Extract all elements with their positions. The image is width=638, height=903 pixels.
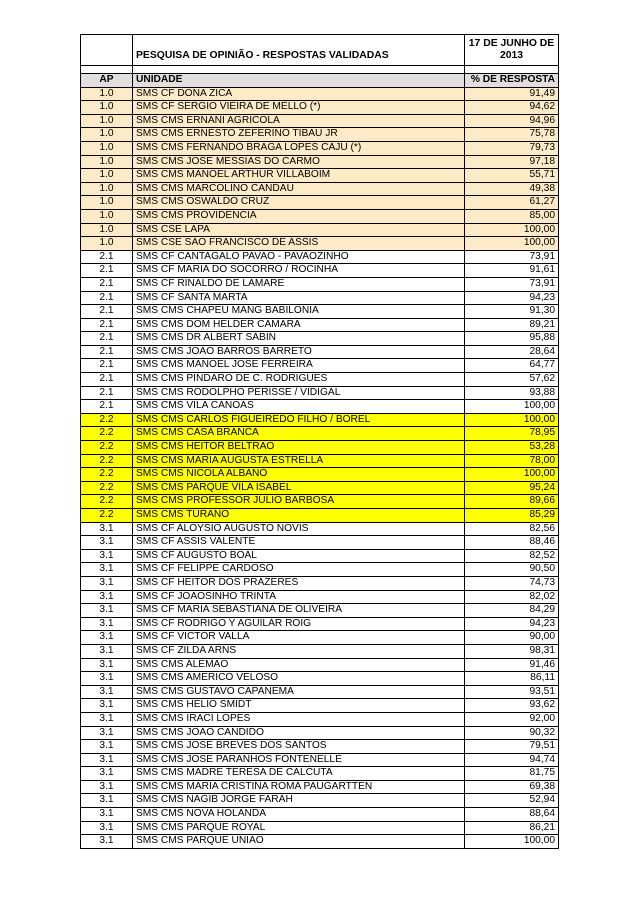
table-row (81, 169, 559, 183)
percent-cell: 100,00 (465, 223, 559, 237)
unidade-cell: SMS CMS MANOEL ARTHUR VILLABOIM (133, 169, 465, 183)
column-header-ap: AP (81, 74, 133, 88)
spacer-cell (133, 66, 465, 74)
percent-cell: 100,00 (465, 413, 559, 427)
unidade-cell: SMS CMS AMERICO VELOSO (133, 672, 465, 686)
unidade-cell: SMS CMS JOAO BARROS BARRETO (133, 345, 465, 359)
unidade-cell: SMS CMS DR ALBERT SABIN (133, 332, 465, 346)
unidade-cell: SMS CMS PINDARO DE C. RODRIGUES (133, 373, 465, 387)
percent-cell: 97,18 (465, 155, 559, 169)
spacer-cell (465, 66, 559, 74)
percent-cell: 53,28 (465, 441, 559, 455)
ap-cell: 3.1 (81, 672, 133, 686)
table-row (81, 223, 559, 237)
ap-cell: 3.1 (81, 780, 133, 794)
unidade-cell: SMS CMS MARIA AUGUSTA ESTRELLA (133, 454, 465, 468)
percent-cell: 89,21 (465, 318, 559, 332)
percent-cell: 90,50 (465, 563, 559, 577)
table-row (81, 386, 559, 400)
unidade-cell: SMS CMS HEITOR BELTRAO (133, 441, 465, 455)
unidade-cell: SMS CF AUGUSTO BOAL (133, 549, 465, 563)
ap-cell: 2.1 (81, 305, 133, 319)
ap-cell: 3.1 (81, 753, 133, 767)
page-title: PESQUISA DE OPINIÃO - RESPOSTAS VALIDADAS (133, 35, 465, 66)
ap-cell: 1.0 (81, 141, 133, 155)
column-header-percent: % DE RESPOSTA (465, 74, 559, 88)
table-row (81, 373, 559, 387)
percent-cell: 73,91 (465, 277, 559, 291)
ap-cell: 3.1 (81, 522, 133, 536)
unidade-cell: SMS CMS FERNANDO BRAGA LOPES CAJU (*) (133, 141, 465, 155)
percent-cell: 94,74 (465, 753, 559, 767)
ap-cell: 2.2 (81, 441, 133, 455)
ap-cell: 3.1 (81, 536, 133, 550)
table-row (81, 740, 559, 754)
table-row (81, 835, 559, 849)
ap-cell: 3.1 (81, 808, 133, 822)
unidade-cell: SMS CF FELIPPE CARDOSO (133, 563, 465, 577)
unidade-cell: SMS CF JOAOSINHO TRINTA (133, 590, 465, 604)
percent-cell: 93,62 (465, 699, 559, 713)
table-row (81, 413, 559, 427)
unidade-cell: SMS CMS CASA BRANCA (133, 427, 465, 441)
unidade-cell: SMS CMS PROFESSOR JULIO BARBOSA (133, 495, 465, 509)
ap-cell: 2.1 (81, 250, 133, 264)
unidade-cell: SMS CF SANTA MARTA (133, 291, 465, 305)
ap-cell: 3.1 (81, 685, 133, 699)
ap-cell: 2.2 (81, 481, 133, 495)
table-row (81, 794, 559, 808)
percent-cell: 79,51 (465, 740, 559, 754)
unidade-cell: SMS CF ZILDA ARNS (133, 644, 465, 658)
percent-cell: 93,88 (465, 386, 559, 400)
unidade-cell: SMS CF VICTOR VALLA (133, 631, 465, 645)
table-row (81, 250, 559, 264)
percent-cell: 95,24 (465, 481, 559, 495)
table-row (81, 699, 559, 713)
ap-cell: 3.1 (81, 604, 133, 618)
unidade-cell: SMS CMS PARQUE ROYAL (133, 821, 465, 835)
ap-cell: 2.2 (81, 413, 133, 427)
percent-cell: 91,30 (465, 305, 559, 319)
percent-cell: 73,91 (465, 250, 559, 264)
percent-cell: 78,95 (465, 427, 559, 441)
percent-cell: 94,62 (465, 101, 559, 115)
title-row (81, 35, 559, 66)
ap-cell: 2.1 (81, 345, 133, 359)
percent-cell: 91,61 (465, 264, 559, 278)
table-row (81, 753, 559, 767)
table-row (81, 522, 559, 536)
percent-cell: 94,96 (465, 114, 559, 128)
percent-cell: 82,52 (465, 549, 559, 563)
percent-cell: 84,29 (465, 604, 559, 618)
table-row (81, 114, 559, 128)
unidade-cell: SMS CMS PROVIDENCIA (133, 209, 465, 223)
table-row (81, 604, 559, 618)
unidade-cell: SMS CF SERGIO VIEIRA DE MELLO (*) (133, 101, 465, 115)
percent-cell: 88,46 (465, 536, 559, 550)
percent-cell: 64,77 (465, 359, 559, 373)
unidade-cell: SMS CMS CHAPEU MANG BABILONIA (133, 305, 465, 319)
unidade-cell: SMS CF DONA ZICA (133, 87, 465, 101)
ap-cell: 1.0 (81, 114, 133, 128)
percent-cell: 93,51 (465, 685, 559, 699)
percent-cell: 75,78 (465, 128, 559, 142)
table-row (81, 209, 559, 223)
percent-cell: 92,00 (465, 712, 559, 726)
percent-cell: 79,73 (465, 141, 559, 155)
unidade-cell: SMS CMS JOSE BREVES DOS SANTOS (133, 740, 465, 754)
unidade-cell: SMS CSE SAO FRANCISCO DE ASSIS (133, 237, 465, 251)
percent-cell: 91,49 (465, 87, 559, 101)
ap-cell: 2.1 (81, 318, 133, 332)
table-row (81, 780, 559, 794)
spacer-cell (81, 66, 133, 74)
ap-cell: 3.1 (81, 590, 133, 604)
percent-cell: 86,11 (465, 672, 559, 686)
table-row (81, 441, 559, 455)
unidade-cell: SMS CMS VILA CANOAS (133, 400, 465, 414)
percent-cell: 100,00 (465, 468, 559, 482)
unidade-cell: SMS CMS NOVA HOLANDA (133, 808, 465, 822)
ap-cell: 2.2 (81, 509, 133, 523)
ap-cell: 2.1 (81, 373, 133, 387)
ap-cell: 3.1 (81, 821, 133, 835)
table-row (81, 821, 559, 835)
table-row (81, 101, 559, 115)
table-row (81, 509, 559, 523)
column-header-row (81, 74, 559, 88)
ap-cell: 2.1 (81, 400, 133, 414)
unidade-cell: SMS CMS MARIA CRISTINA ROMA PAUGARTTEN (133, 780, 465, 794)
spacer-row (81, 66, 559, 74)
table-row (81, 481, 559, 495)
table-row (81, 658, 559, 672)
table-row (81, 427, 559, 441)
table-row (81, 305, 559, 319)
table-row (81, 495, 559, 509)
ap-cell: 3.1 (81, 631, 133, 645)
unidade-cell: SMS CMS CARLOS FIGUEIREDO FILHO / BOREL (133, 413, 465, 427)
ap-cell: 1.0 (81, 223, 133, 237)
unidade-cell: SMS CMS ERNESTO ZEFERINO TIBAU JR (133, 128, 465, 142)
percent-cell: 89,66 (465, 495, 559, 509)
unidade-cell: SMS CMS RODOLPHO PERISSE / VIDIGAL (133, 386, 465, 400)
unidade-cell: SMS CMS MADRE TERESA DE CALCUTA (133, 767, 465, 781)
percent-cell: 90,00 (465, 631, 559, 645)
percent-cell: 100,00 (465, 400, 559, 414)
ap-cell: 1.0 (81, 155, 133, 169)
ap-cell: 3.1 (81, 549, 133, 563)
table-row (81, 318, 559, 332)
ap-cell: 2.1 (81, 291, 133, 305)
percent-cell: 28,64 (465, 345, 559, 359)
unidade-cell: SMS CMS MANOEL JOSE FERREIRA (133, 359, 465, 373)
ap-cell: 2.1 (81, 386, 133, 400)
ap-cell: 3.1 (81, 767, 133, 781)
percent-cell: 85,00 (465, 209, 559, 223)
ap-cell: 3.1 (81, 658, 133, 672)
table-row (81, 345, 559, 359)
unidade-cell: SMS CMS ALEMAO (133, 658, 465, 672)
ap-cell: 3.1 (81, 712, 133, 726)
table-row (81, 264, 559, 278)
percent-cell: 98,31 (465, 644, 559, 658)
ap-cell: 2.2 (81, 495, 133, 509)
percent-cell: 91,46 (465, 658, 559, 672)
unidade-cell: SMS CF MARIA SEBASTIANA DE OLIVEIRA (133, 604, 465, 618)
table-row (81, 291, 559, 305)
unidade-cell: SMS CF CANTAGALO PAVAO - PAVAOZINHO (133, 250, 465, 264)
table-row (81, 332, 559, 346)
percent-cell: 94,23 (465, 291, 559, 305)
results-table (80, 34, 559, 849)
percent-cell: 85,29 (465, 509, 559, 523)
ap-cell: 3.1 (81, 740, 133, 754)
table-row (81, 685, 559, 699)
unidade-cell: SMS CMS NICOLA ALBANO (133, 468, 465, 482)
unidade-cell: SMS CMS PARQUE VILA ISABEL (133, 481, 465, 495)
table-row (81, 712, 559, 726)
percent-cell: 95,88 (465, 332, 559, 346)
percent-cell: 49,38 (465, 182, 559, 196)
table-row (81, 631, 559, 645)
table-row (81, 726, 559, 740)
date-cell (465, 35, 559, 66)
unidade-cell: SMS CMS IRACI LOPES (133, 712, 465, 726)
ap-cell: 1.0 (81, 169, 133, 183)
percent-cell: 100,00 (465, 237, 559, 251)
ap-cell: 2.2 (81, 454, 133, 468)
unidade-cell: SMS CMS DOM HELDER CAMARA (133, 318, 465, 332)
ap-cell: 2.1 (81, 359, 133, 373)
ap-cell: 1.0 (81, 87, 133, 101)
table-row (81, 155, 559, 169)
table-row (81, 87, 559, 101)
date-line-2: 2013 (499, 50, 524, 61)
ap-cell: 2.1 (81, 332, 133, 346)
date-line-1: 17 DE JUNHO DE (468, 38, 555, 49)
table-row (81, 644, 559, 658)
table-row (81, 196, 559, 210)
unidade-cell: SMS CMS MARCOLINO CANDAU (133, 182, 465, 196)
table-row (81, 277, 559, 291)
ap-cell: 3.1 (81, 794, 133, 808)
percent-cell: 82,56 (465, 522, 559, 536)
percent-cell: 61,27 (465, 196, 559, 210)
ap-cell: 3.1 (81, 699, 133, 713)
percent-cell: 74,73 (465, 576, 559, 590)
table-row (81, 400, 559, 414)
table-row (81, 808, 559, 822)
ap-cell: 3.1 (81, 835, 133, 849)
table-row (81, 454, 559, 468)
table-row (81, 767, 559, 781)
ap-cell: 3.1 (81, 617, 133, 631)
percent-cell: 57,62 (465, 373, 559, 387)
unidade-cell: SMS CMS HELIO SMIDT (133, 699, 465, 713)
table-row (81, 617, 559, 631)
table-row (81, 576, 559, 590)
table-row (81, 141, 559, 155)
unidade-cell: SMS CF HEITOR DOS PRAZERES (133, 576, 465, 590)
percent-cell: 52,94 (465, 794, 559, 808)
table-row (81, 549, 559, 563)
unidade-cell: SMS CF RODRIGO Y AGUILAR ROIG (133, 617, 465, 631)
unidade-cell: SMS CF RINALDO DE LAMARE (133, 277, 465, 291)
table-row (81, 590, 559, 604)
ap-cell: 3.1 (81, 726, 133, 740)
ap-cell: 2.2 (81, 468, 133, 482)
unidade-cell: SMS CMS JOAO CANDIDO (133, 726, 465, 740)
unidade-cell: SMS CMS PARQUE UNIAO (133, 835, 465, 849)
percent-cell: 94,23 (465, 617, 559, 631)
ap-cell: 1.0 (81, 196, 133, 210)
ap-cell: 2.1 (81, 264, 133, 278)
table-row (81, 563, 559, 577)
percent-cell: 69,38 (465, 780, 559, 794)
unidade-cell: SMS CMS ERNANI AGRICOLA (133, 114, 465, 128)
percent-cell: 100,00 (465, 835, 559, 849)
percent-cell: 81,75 (465, 767, 559, 781)
ap-cell: 1.0 (81, 101, 133, 115)
table-row (81, 468, 559, 482)
title-blank-cell (81, 35, 133, 66)
ap-cell: 3.1 (81, 576, 133, 590)
unidade-cell: SMS CMS JOSE MESSIAS DO CARMO (133, 155, 465, 169)
unidade-cell: SMS CF ALOYSIO AUGUSTO NOVIS (133, 522, 465, 536)
unidade-cell: SMS CF ASSIS VALENTE (133, 536, 465, 550)
percent-cell: 78,00 (465, 454, 559, 468)
ap-cell: 3.1 (81, 644, 133, 658)
ap-cell: 2.1 (81, 277, 133, 291)
percent-cell: 82,02 (465, 590, 559, 604)
unidade-cell: SMS CMS JOSE PARANHOS FONTENELLE (133, 753, 465, 767)
percent-cell: 55,71 (465, 169, 559, 183)
column-header-unidade: UNIDADE (133, 74, 465, 88)
unidade-cell: SMS CF MARIA DO SOCORRO / ROCINHA (133, 264, 465, 278)
spreadsheet-page (80, 34, 558, 849)
ap-cell: 3.1 (81, 563, 133, 577)
table-row (81, 672, 559, 686)
unidade-cell: SMS CMS NAGIB JORGE FARAH (133, 794, 465, 808)
ap-cell: 1.0 (81, 209, 133, 223)
table-row (81, 128, 559, 142)
table-row (81, 536, 559, 550)
table-row (81, 237, 559, 251)
ap-cell: 1.0 (81, 237, 133, 251)
percent-cell: 88,64 (465, 808, 559, 822)
unidade-cell: SMS CMS OSWALDO CRUZ (133, 196, 465, 210)
ap-cell: 2.2 (81, 427, 133, 441)
ap-cell: 1.0 (81, 128, 133, 142)
table-row (81, 182, 559, 196)
unidade-cell: SMS CMS GUSTAVO CAPANEMA (133, 685, 465, 699)
unidade-cell: SMS CMS TURANO (133, 509, 465, 523)
unidade-cell: SMS CSE LAPA (133, 223, 465, 237)
percent-cell: 90,32 (465, 726, 559, 740)
table-row (81, 359, 559, 373)
percent-cell: 86,21 (465, 821, 559, 835)
ap-cell: 1.0 (81, 182, 133, 196)
